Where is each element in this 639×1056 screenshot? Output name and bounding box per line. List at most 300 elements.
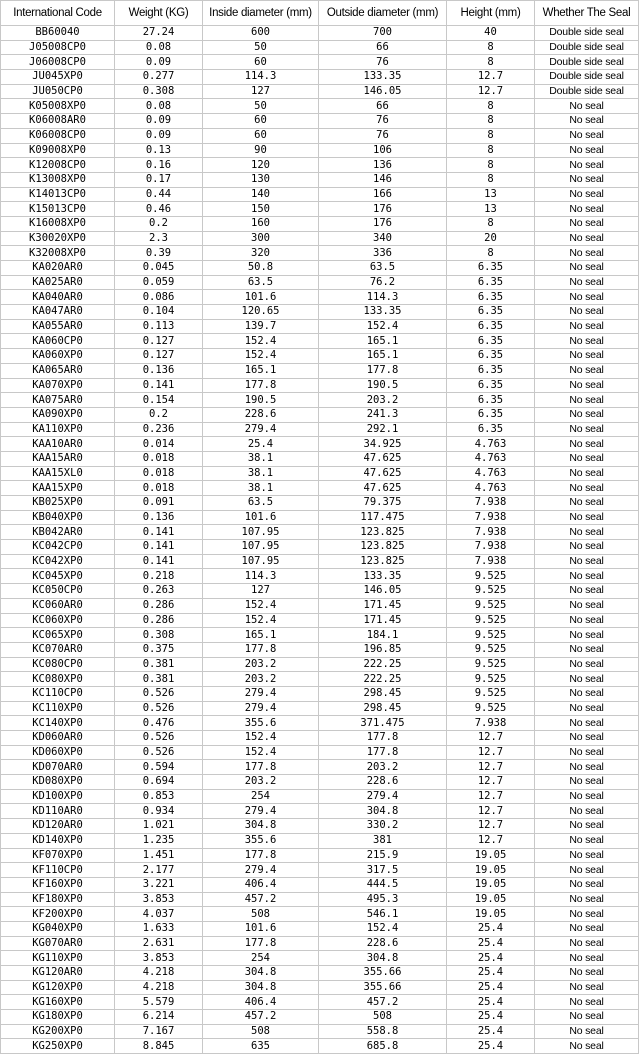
cell-code: KF110CP0 [1, 863, 115, 878]
cell-seal: No seal [535, 187, 639, 202]
cell-outside-diameter: 203.2 [319, 393, 447, 408]
cell-seal: No seal [535, 1024, 639, 1039]
cell-outside-diameter: 136 [319, 158, 447, 173]
cell-outside-diameter: 152.4 [319, 921, 447, 936]
cell-outside-diameter: 330.2 [319, 819, 447, 834]
table-row [1, 261, 639, 276]
header-outside-diameter: Outside diameter (mm) [319, 1, 447, 26]
table-row [1, 598, 639, 613]
cell-weight: 0.136 [115, 510, 203, 525]
cell-seal: No seal [535, 936, 639, 951]
cell-outside-diameter: 355.66 [319, 980, 447, 995]
cell-outside-diameter: 76 [319, 128, 447, 143]
cell-weight: 6.214 [115, 1010, 203, 1025]
cell-seal: No seal [535, 686, 639, 701]
cell-height: 7.938 [447, 510, 535, 525]
cell-height: 6.35 [447, 261, 535, 276]
cell-seal: No seal [535, 877, 639, 892]
cell-height: 25.4 [447, 921, 535, 936]
cell-weight: 1.451 [115, 848, 203, 863]
cell-seal: No seal [535, 745, 639, 760]
table-row [1, 980, 639, 995]
table-row [1, 393, 639, 408]
cell-seal: No seal [535, 158, 639, 173]
cell-seal: No seal [535, 246, 639, 261]
cell-height: 6.35 [447, 290, 535, 305]
cell-outside-diameter: 215.9 [319, 848, 447, 863]
cell-seal: No seal [535, 481, 639, 496]
cell-height: 9.525 [447, 598, 535, 613]
cell-weight: 5.579 [115, 995, 203, 1010]
cell-seal: No seal [535, 657, 639, 672]
cell-height: 6.35 [447, 275, 535, 290]
cell-seal: No seal [535, 1039, 639, 1054]
cell-weight: 0.141 [115, 525, 203, 540]
cell-seal: Double side seal [535, 26, 639, 41]
cell-inside-diameter: 152.4 [203, 334, 319, 349]
cell-height: 25.4 [447, 1024, 535, 1039]
cell-seal: No seal [535, 510, 639, 525]
cell-seal: No seal [535, 305, 639, 320]
cell-code: KD070AR0 [1, 760, 115, 775]
cell-outside-diameter: 146 [319, 172, 447, 187]
cell-height: 6.35 [447, 378, 535, 393]
cell-code: K09008XP0 [1, 143, 115, 158]
cell-weight: 0.08 [115, 40, 203, 55]
cell-outside-diameter: 177.8 [319, 745, 447, 760]
cell-inside-diameter: 304.8 [203, 819, 319, 834]
cell-code: KC080CP0 [1, 657, 115, 672]
table-row [1, 172, 639, 187]
table-row [1, 26, 639, 41]
cell-inside-diameter: 60 [203, 55, 319, 70]
cell-code: K30020XP0 [1, 231, 115, 246]
cell-seal: No seal [535, 848, 639, 863]
header-international-code: International Code [1, 1, 115, 26]
cell-weight: 0.526 [115, 731, 203, 746]
cell-outside-diameter: 508 [319, 1010, 447, 1025]
cell-code: KC110CP0 [1, 686, 115, 701]
cell-inside-diameter: 140 [203, 187, 319, 202]
cell-inside-diameter: 120 [203, 158, 319, 173]
cell-code: KG160XP0 [1, 995, 115, 1010]
cell-inside-diameter: 406.4 [203, 877, 319, 892]
cell-outside-diameter: 66 [319, 99, 447, 114]
cell-seal: No seal [535, 980, 639, 995]
table-row [1, 863, 639, 878]
table-row [1, 921, 639, 936]
cell-seal: No seal [535, 407, 639, 422]
cell-code: KA070XP0 [1, 378, 115, 393]
cell-weight: 1.633 [115, 921, 203, 936]
cell-weight: 4.218 [115, 966, 203, 981]
cell-seal: No seal [535, 995, 639, 1010]
cell-weight: 0.09 [115, 128, 203, 143]
table-row [1, 290, 639, 305]
cell-height: 8 [447, 143, 535, 158]
cell-inside-diameter: 127 [203, 84, 319, 99]
cell-outside-diameter: 152.4 [319, 319, 447, 334]
cell-weight: 0.236 [115, 422, 203, 437]
cell-inside-diameter: 160 [203, 216, 319, 231]
cell-height: 9.525 [447, 642, 535, 657]
cell-height: 8 [447, 128, 535, 143]
cell-outside-diameter: 177.8 [319, 731, 447, 746]
cell-seal: No seal [535, 349, 639, 364]
cell-inside-diameter: 320 [203, 246, 319, 261]
cell-inside-diameter: 60 [203, 128, 319, 143]
cell-weight: 0.39 [115, 246, 203, 261]
cell-seal: No seal [535, 789, 639, 804]
cell-seal: No seal [535, 731, 639, 746]
cell-inside-diameter: 101.6 [203, 510, 319, 525]
cell-seal: No seal [535, 716, 639, 731]
cell-code: KA090XP0 [1, 407, 115, 422]
cell-weight: 0.594 [115, 760, 203, 775]
cell-inside-diameter: 228.6 [203, 407, 319, 422]
cell-outside-diameter: 304.8 [319, 951, 447, 966]
cell-height: 6.35 [447, 349, 535, 364]
table-row [1, 819, 639, 834]
cell-height: 25.4 [447, 980, 535, 995]
cell-code: KG250XP0 [1, 1039, 115, 1054]
cell-outside-diameter: 355.66 [319, 966, 447, 981]
cell-height: 7.938 [447, 716, 535, 731]
table-row [1, 701, 639, 716]
cell-weight: 0.17 [115, 172, 203, 187]
cell-inside-diameter: 152.4 [203, 745, 319, 760]
cell-code: KC060XP0 [1, 613, 115, 628]
cell-code: KAA15AR0 [1, 451, 115, 466]
cell-weight: 0.381 [115, 657, 203, 672]
cell-inside-diameter: 508 [203, 907, 319, 922]
cell-height: 25.4 [447, 1010, 535, 1025]
cell-height: 8 [447, 114, 535, 129]
cell-outside-diameter: 176 [319, 202, 447, 217]
cell-outside-diameter: 196.85 [319, 642, 447, 657]
cell-inside-diameter: 177.8 [203, 848, 319, 863]
cell-code: KC042CP0 [1, 540, 115, 555]
cell-code: K13008XP0 [1, 172, 115, 187]
cell-inside-diameter: 120.65 [203, 305, 319, 320]
cell-height: 7.938 [447, 540, 535, 555]
cell-weight: 0.059 [115, 275, 203, 290]
cell-height: 7.938 [447, 525, 535, 540]
table-row [1, 319, 639, 334]
cell-height: 12.7 [447, 760, 535, 775]
table-row [1, 848, 639, 863]
cell-weight: 0.086 [115, 290, 203, 305]
cell-height: 12.7 [447, 745, 535, 760]
table-row [1, 892, 639, 907]
cell-outside-diameter: 146.05 [319, 84, 447, 99]
cell-height: 9.525 [447, 672, 535, 687]
cell-weight: 0.141 [115, 554, 203, 569]
header-seal: Whether The Seal [535, 1, 639, 26]
cell-seal: No seal [535, 143, 639, 158]
cell-weight: 0.218 [115, 569, 203, 584]
cell-inside-diameter: 508 [203, 1024, 319, 1039]
table-row [1, 569, 639, 584]
cell-code: KD110AR0 [1, 804, 115, 819]
cell-weight: 0.2 [115, 407, 203, 422]
cell-height: 25.4 [447, 966, 535, 981]
table-row [1, 936, 639, 951]
cell-code: KB040XP0 [1, 510, 115, 525]
cell-inside-diameter: 50 [203, 99, 319, 114]
cell-height: 6.35 [447, 422, 535, 437]
table-row [1, 804, 639, 819]
cell-inside-diameter: 25.4 [203, 437, 319, 452]
cell-height: 9.525 [447, 613, 535, 628]
cell-code: BB60040 [1, 26, 115, 41]
table-row [1, 114, 639, 129]
cell-code: KC045XP0 [1, 569, 115, 584]
cell-seal: No seal [535, 863, 639, 878]
cell-seal: Double side seal [535, 70, 639, 85]
cell-weight: 0.16 [115, 158, 203, 173]
cell-weight: 0.263 [115, 584, 203, 599]
cell-height: 19.05 [447, 907, 535, 922]
cell-weight: 0.853 [115, 789, 203, 804]
cell-code: KC042XP0 [1, 554, 115, 569]
header-inside-diameter: Inside diameter (mm) [203, 1, 319, 26]
cell-inside-diameter: 254 [203, 789, 319, 804]
table-row [1, 70, 639, 85]
cell-weight: 0.018 [115, 481, 203, 496]
cell-code: JU045XP0 [1, 70, 115, 85]
cell-inside-diameter: 190.5 [203, 393, 319, 408]
cell-seal: No seal [535, 451, 639, 466]
cell-seal: No seal [535, 613, 639, 628]
cell-weight: 0.46 [115, 202, 203, 217]
cell-code: KA055AR0 [1, 319, 115, 334]
cell-code: K06008AR0 [1, 114, 115, 129]
cell-code: KC110XP0 [1, 701, 115, 716]
cell-code: KA020AR0 [1, 261, 115, 276]
cell-seal: No seal [535, 921, 639, 936]
cell-code: KD140XP0 [1, 833, 115, 848]
table-row [1, 202, 639, 217]
cell-seal: No seal [535, 540, 639, 555]
table-row [1, 466, 639, 481]
cell-height: 4.763 [447, 437, 535, 452]
cell-code: K06008CP0 [1, 128, 115, 143]
cell-weight: 0.934 [115, 804, 203, 819]
cell-weight: 0.141 [115, 378, 203, 393]
cell-weight: 0.526 [115, 745, 203, 760]
table-header [1, 1, 639, 26]
table-row [1, 525, 639, 540]
table-row [1, 1010, 639, 1025]
cell-height: 13 [447, 187, 535, 202]
cell-seal: No seal [535, 334, 639, 349]
cell-height: 12.7 [447, 731, 535, 746]
cell-height: 9.525 [447, 657, 535, 672]
table-row [1, 451, 639, 466]
table-row [1, 246, 639, 261]
cell-outside-diameter: 444.5 [319, 877, 447, 892]
cell-weight: 2.177 [115, 863, 203, 878]
table-row [1, 951, 639, 966]
table-row [1, 422, 639, 437]
cell-weight: 0.308 [115, 84, 203, 99]
cell-outside-diameter: 47.625 [319, 466, 447, 481]
cell-outside-diameter: 317.5 [319, 863, 447, 878]
cell-inside-diameter: 355.6 [203, 716, 319, 731]
cell-inside-diameter: 152.4 [203, 598, 319, 613]
cell-code: KAA15XL0 [1, 466, 115, 481]
cell-outside-diameter: 133.35 [319, 305, 447, 320]
table-row [1, 305, 639, 320]
cell-weight: 0.104 [115, 305, 203, 320]
cell-seal: Double side seal [535, 84, 639, 99]
cell-code: KG120XP0 [1, 980, 115, 995]
cell-weight: 0.526 [115, 686, 203, 701]
cell-inside-diameter: 130 [203, 172, 319, 187]
cell-seal: No seal [535, 966, 639, 981]
cell-seal: No seal [535, 819, 639, 834]
cell-inside-diameter: 101.6 [203, 290, 319, 305]
cell-inside-diameter: 50.8 [203, 261, 319, 276]
cell-inside-diameter: 150 [203, 202, 319, 217]
cell-inside-diameter: 355.6 [203, 833, 319, 848]
cell-inside-diameter: 279.4 [203, 686, 319, 701]
cell-weight: 0.694 [115, 775, 203, 790]
cell-inside-diameter: 50 [203, 40, 319, 55]
cell-seal: No seal [535, 1010, 639, 1025]
cell-outside-diameter: 304.8 [319, 804, 447, 819]
cell-inside-diameter: 101.6 [203, 921, 319, 936]
cell-height: 19.05 [447, 892, 535, 907]
cell-height: 8 [447, 40, 535, 55]
cell-weight: 0.136 [115, 363, 203, 378]
cell-weight: 0.44 [115, 187, 203, 202]
cell-seal: No seal [535, 496, 639, 511]
table-row [1, 686, 639, 701]
cell-height: 9.525 [447, 701, 535, 716]
cell-seal: No seal [535, 804, 639, 819]
cell-height: 9.525 [447, 686, 535, 701]
cell-code: KA047AR0 [1, 305, 115, 320]
cell-seal: No seal [535, 319, 639, 334]
table-row [1, 334, 639, 349]
cell-outside-diameter: 63.5 [319, 261, 447, 276]
cell-code: KD120AR0 [1, 819, 115, 834]
cell-height: 7.938 [447, 496, 535, 511]
cell-inside-diameter: 107.95 [203, 554, 319, 569]
table-row [1, 275, 639, 290]
cell-outside-diameter: 222.25 [319, 672, 447, 687]
cell-height: 8 [447, 246, 535, 261]
table-row [1, 363, 639, 378]
cell-code: KG070AR0 [1, 936, 115, 951]
table-row [1, 55, 639, 70]
cell-outside-diameter: 190.5 [319, 378, 447, 393]
cell-seal: No seal [535, 833, 639, 848]
cell-weight: 3.853 [115, 892, 203, 907]
cell-code: KF160XP0 [1, 877, 115, 892]
cell-outside-diameter: 685.8 [319, 1039, 447, 1054]
cell-outside-diameter: 700 [319, 26, 447, 41]
cell-seal: No seal [535, 363, 639, 378]
cell-height: 9.525 [447, 584, 535, 599]
cell-seal: No seal [535, 378, 639, 393]
header-weight: Weight (KG) [115, 1, 203, 26]
table-body [1, 26, 639, 1054]
cell-code: K32008XP0 [1, 246, 115, 261]
cell-outside-diameter: 133.35 [319, 569, 447, 584]
cell-height: 4.763 [447, 451, 535, 466]
cell-seal: No seal [535, 114, 639, 129]
cell-seal: No seal [535, 760, 639, 775]
header-row [1, 1, 639, 26]
table-row [1, 231, 639, 246]
cell-outside-diameter: 340 [319, 231, 447, 246]
cell-weight: 0.286 [115, 598, 203, 613]
cell-inside-diameter: 279.4 [203, 804, 319, 819]
cell-outside-diameter: 114.3 [319, 290, 447, 305]
cell-weight: 0.014 [115, 437, 203, 452]
cell-code: KF070XP0 [1, 848, 115, 863]
cell-height: 40 [447, 26, 535, 41]
cell-outside-diameter: 76 [319, 114, 447, 129]
cell-height: 4.763 [447, 481, 535, 496]
cell-inside-diameter: 279.4 [203, 701, 319, 716]
cell-weight: 0.286 [115, 613, 203, 628]
cell-code: KF200XP0 [1, 907, 115, 922]
cell-seal: No seal [535, 701, 639, 716]
cell-inside-diameter: 203.2 [203, 672, 319, 687]
cell-code: KB025XP0 [1, 496, 115, 511]
cell-outside-diameter: 47.625 [319, 451, 447, 466]
cell-weight: 0.091 [115, 496, 203, 511]
cell-outside-diameter: 495.3 [319, 892, 447, 907]
table-row [1, 789, 639, 804]
cell-code: KA065AR0 [1, 363, 115, 378]
cell-seal: No seal [535, 642, 639, 657]
cell-code: KA040AR0 [1, 290, 115, 305]
cell-height: 6.35 [447, 407, 535, 422]
cell-inside-diameter: 139.7 [203, 319, 319, 334]
cell-inside-diameter: 600 [203, 26, 319, 41]
cell-height: 8 [447, 172, 535, 187]
cell-code: KG200XP0 [1, 1024, 115, 1039]
cell-outside-diameter: 146.05 [319, 584, 447, 599]
table-row [1, 378, 639, 393]
cell-weight: 0.526 [115, 701, 203, 716]
cell-inside-diameter: 177.8 [203, 642, 319, 657]
cell-outside-diameter: 371.475 [319, 716, 447, 731]
table-row [1, 833, 639, 848]
table-row [1, 613, 639, 628]
cell-outside-diameter: 66 [319, 40, 447, 55]
cell-height: 6.35 [447, 363, 535, 378]
cell-height: 6.35 [447, 305, 535, 320]
cell-code: K12008CP0 [1, 158, 115, 173]
cell-outside-diameter: 123.825 [319, 525, 447, 540]
cell-inside-diameter: 254 [203, 951, 319, 966]
cell-seal: No seal [535, 466, 639, 481]
table-row [1, 216, 639, 231]
table-row [1, 995, 639, 1010]
cell-outside-diameter: 336 [319, 246, 447, 261]
cell-outside-diameter: 546.1 [319, 907, 447, 922]
cell-seal: No seal [535, 554, 639, 569]
cell-inside-diameter: 114.3 [203, 70, 319, 85]
cell-code: KG040XP0 [1, 921, 115, 936]
cell-code: KB042AR0 [1, 525, 115, 540]
